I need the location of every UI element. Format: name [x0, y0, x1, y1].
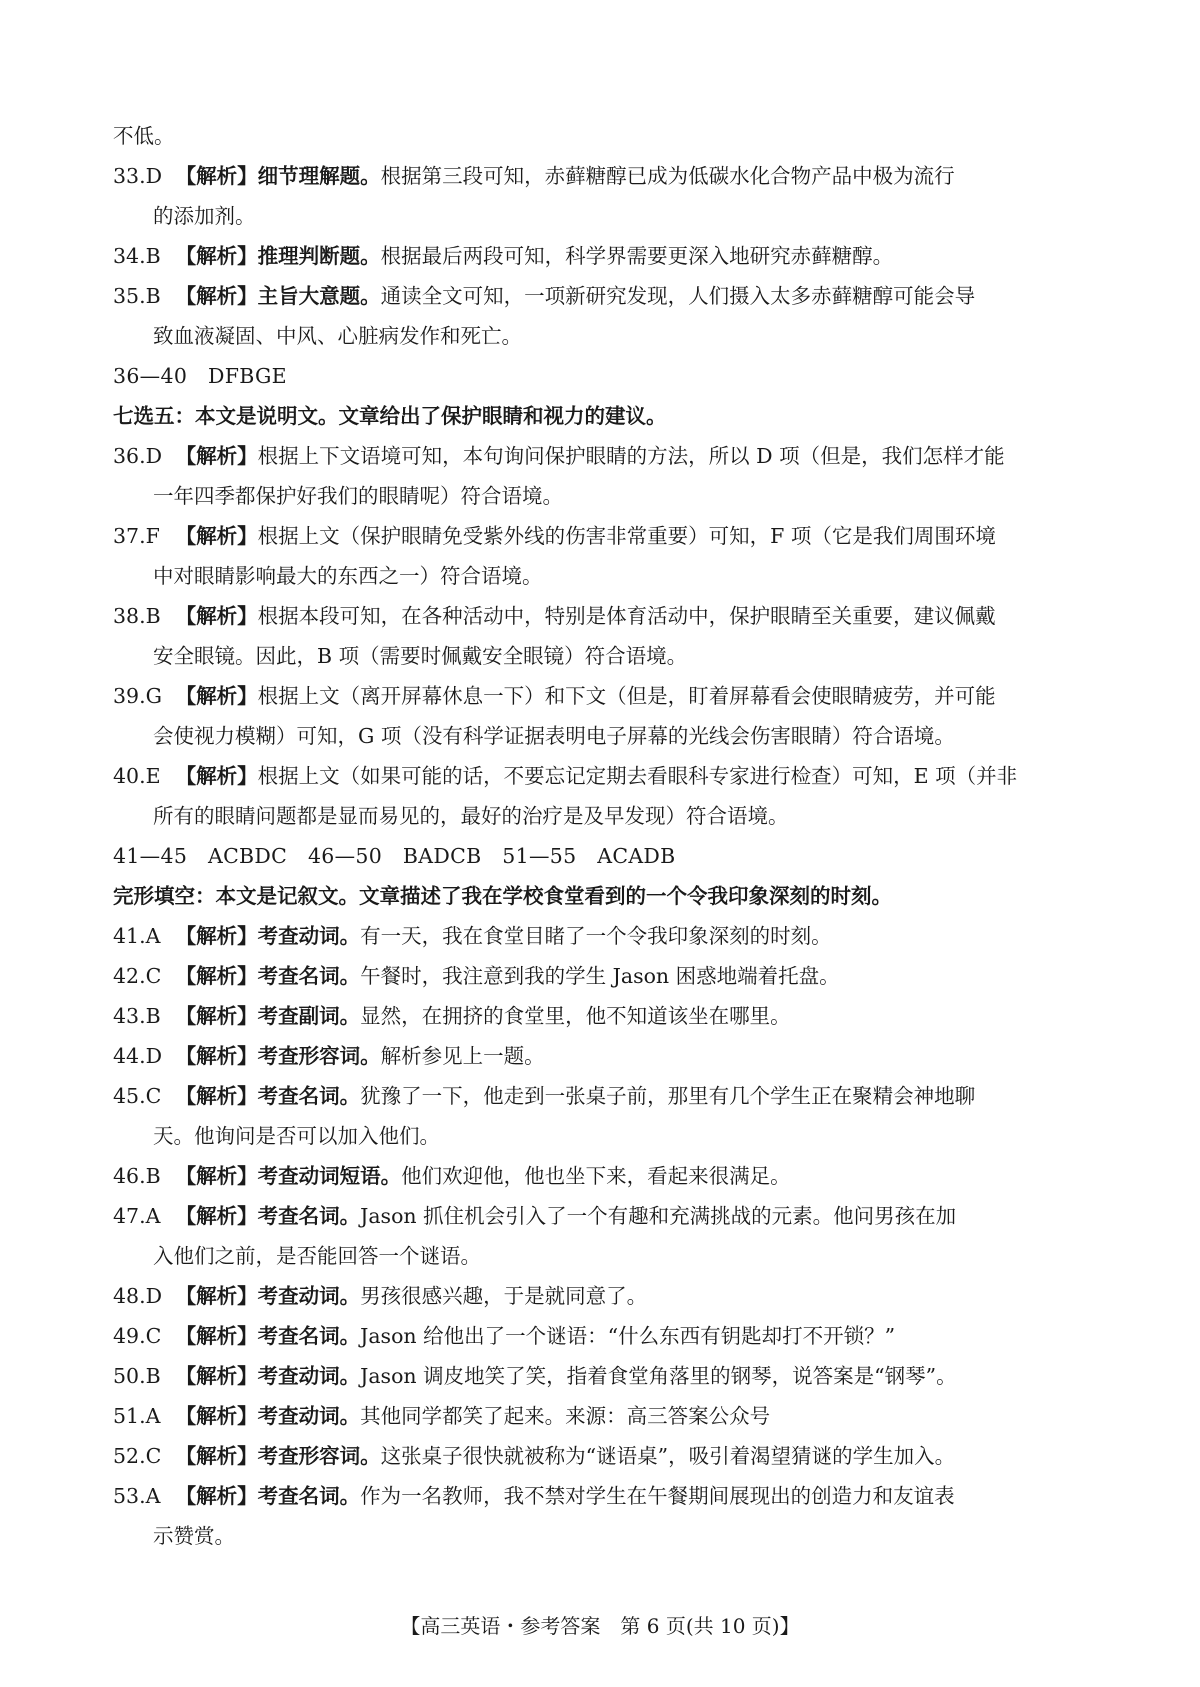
question-number: 41. [113, 924, 146, 948]
question-number: 45. [113, 1084, 146, 1108]
question-number: 44. [113, 1044, 146, 1068]
explanation-text: 有一天，我在食堂目睹了一个令我印象深刻的时刻。 [360, 924, 832, 948]
answer-row-36-40: 36—40 DFBGE [113, 364, 287, 388]
explanation-continuation: 入他们之前，是否能回答一个谜语。 [153, 1244, 481, 1268]
explanation-text: 午餐时，我注意到我的学生 Jason 困惑地端着托盘。 [360, 964, 840, 988]
answer-letter: B [145, 604, 161, 628]
explanation-item [113, 996, 1098, 1036]
explanation-tag: 【解析】 [175, 764, 258, 788]
question-number: 43. [113, 1004, 146, 1028]
explanation-item [113, 1396, 1098, 1436]
answer-letter: D [145, 444, 163, 468]
explanation-text: Jason 调皮地笑了笑，指着食堂角落里的钢琴，说答案是“钢琴”。 [360, 1364, 957, 1388]
explanation-tag: 【解析】考查动词。 [175, 1404, 361, 1428]
explanation-first-line [113, 756, 1098, 796]
explanation-item [113, 1436, 1098, 1476]
explanation-first-line [113, 916, 1098, 956]
explanation-text: 根据上下文语境可知，本句询问保护眼睛的方法，所以 D 项（但是，我们怎样才能 [257, 444, 1005, 468]
section-heading-seven-choose-five: 七选五：本文是说明文。文章给出了保护眼睛和视力的建议。 [113, 404, 667, 428]
explanation-text: 作为一名教师，我不禁对学生在午餐期间展现出的创造力和友谊表 [360, 1484, 955, 1508]
explanation-item [113, 916, 1098, 956]
section-heading-cloze: 完形填空：本文是记叙文。文章描述了我在学校食堂看到的一个令我印象深刻的时刻。 [113, 884, 892, 908]
explanation-first-line [113, 676, 1098, 716]
explanation-first-line [113, 1476, 1098, 1516]
explanation-item [113, 956, 1098, 996]
explanation-tag: 【解析】考查名词。 [175, 1084, 361, 1108]
explanation-item [113, 236, 1098, 276]
explanation-first-line [113, 1396, 1098, 1436]
explanation-item [113, 1316, 1098, 1356]
explanation-item [113, 1036, 1098, 1076]
explanation-continuation: 致血液凝固、中风、心脏病发作和死亡。 [153, 324, 522, 348]
question-number: 33. [113, 164, 146, 188]
cloze-explanations [113, 916, 1098, 1556]
explanation-tag: 【解析】主旨大意题。 [175, 284, 381, 308]
explanation-text: 犹豫了一下，他走到一张桌子前，那里有几个学生正在聚精会神地聊 [360, 1084, 976, 1108]
explanation-tag: 【解析】推理判断题。 [175, 244, 381, 268]
explanation-text: 根据上文（离开屏幕休息一下）和下文（但是，盯着屏幕看会使眼睛疲劳，并可能 [257, 684, 996, 708]
explanation-first-line [113, 436, 1098, 476]
question-number: 37. [113, 524, 146, 548]
explanation-item [113, 1276, 1098, 1316]
question-number: 40. [113, 764, 146, 788]
explanation-first-line [113, 276, 1098, 316]
question-number: 53. [113, 1484, 146, 1508]
explanation-continuation: 中对眼睛影响最大的东西之一）符合语境。 [153, 564, 543, 588]
explanation-first-line [113, 1436, 1098, 1476]
question-number: 47. [113, 1204, 146, 1228]
question-number: 49. [113, 1324, 146, 1348]
explanation-text: 根据最后两段可知，科学界需要更深入地研究赤藓糖醇。 [380, 244, 894, 268]
answer-letter: B [145, 1164, 161, 1188]
explanation-continuation: 的添加剂。 [153, 204, 256, 228]
question-number: 48. [113, 1284, 146, 1308]
explanation-tag: 【解析】考查名词。 [175, 1324, 361, 1348]
explanation-tag: 【解析】考查副词。 [175, 1004, 361, 1028]
explanation-item [113, 1156, 1098, 1196]
answer-letter: G [145, 684, 162, 708]
answer-content [113, 116, 1098, 1556]
explanation-text: 根据本段可知，在各种活动中，特别是体育活动中，保护眼睛至关重要，建议佩戴 [257, 604, 996, 628]
answer-letter: A [145, 1484, 161, 1508]
explanation-text: 根据第三段可知，赤藓糖醇已成为低碳水化合物产品中极为流行 [380, 164, 955, 188]
answer-letter: A [145, 1204, 161, 1228]
explanation-item [113, 1476, 1098, 1556]
explanation-text: 男孩很感兴趣，于是就同意了。 [360, 1284, 648, 1308]
explanation-tag: 【解析】考查形容词。 [175, 1444, 381, 1468]
explanation-continuation: 安全眼镜。因此，B 项（需要时佩戴安全眼镜）符合语境。 [153, 644, 688, 668]
explanation-text: 显然，在拥挤的食堂里，他不知道该坐在哪里。 [360, 1004, 791, 1028]
explanation-text: 他们欢迎他，他也坐下来，看起来很满足。 [401, 1164, 791, 1188]
answer-letter: B [145, 1364, 161, 1388]
question-number: 38. [113, 604, 146, 628]
answer-letter: A [145, 1404, 161, 1428]
explanation-first-line [113, 236, 1098, 276]
question-number: 51. [113, 1404, 146, 1428]
explanation-tag: 【解析】考查动词。 [175, 1284, 361, 1308]
explanation-tag: 【解析】考查名词。 [175, 1204, 361, 1228]
explanation-first-line [113, 1196, 1098, 1236]
explanation-first-line [113, 1156, 1098, 1196]
explanation-tag: 【解析】考查名词。 [175, 1484, 361, 1508]
explanation-text: 根据上文（如果可能的话，不要忘记定期去看眼科专家进行检查）可知，E 项（并非 [257, 764, 1018, 788]
answer-letter: A [145, 924, 161, 948]
question-number: 50. [113, 1364, 146, 1388]
explanation-item [113, 756, 1098, 836]
explanation-text: 根据上文（保护眼睛免受紫外线的伤害非常重要）可知，F 项（它是我们周围环境 [257, 524, 996, 548]
explanation-tag: 【解析】 [175, 444, 258, 468]
explanation-first-line [113, 1036, 1098, 1076]
explanation-item [113, 1356, 1098, 1396]
question-number: 52. [113, 1444, 146, 1468]
explanation-continuation: 一年四季都保护好我们的眼睛呢）符合语境。 [153, 484, 563, 508]
answer-letter: B [145, 244, 161, 268]
answer-letter: D [145, 1284, 163, 1308]
answer-letter: C [145, 964, 162, 988]
answer-letter: F [145, 524, 160, 548]
explanation-continuation: 所有的眼睛问题都是显而易见的，最好的治疗是及早发现）符合语境。 [153, 804, 789, 828]
explanation-text: 解析参见上一题。 [380, 1044, 545, 1068]
explanation-first-line [113, 156, 1098, 196]
explanation-tag: 【解析】 [175, 684, 258, 708]
answer-letter: B [145, 1004, 161, 1028]
explanation-first-line [113, 1316, 1098, 1356]
explanation-first-line [113, 1276, 1098, 1316]
explanation-text: 通读全文可知，一项新研究发现，人们摄入太多赤藓糖醇可能会导 [380, 284, 976, 308]
explanation-first-line [113, 596, 1098, 636]
explanation-first-line [113, 996, 1098, 1036]
explanation-item [113, 516, 1098, 596]
question-number: 39. [113, 684, 146, 708]
question-number: 36. [113, 444, 146, 468]
explanation-first-line [113, 516, 1098, 556]
explanation-text: 其他同学都笑了起来。来源：高三答案公众号 [360, 1404, 771, 1428]
explanation-tag: 【解析】细节理解题。 [175, 164, 381, 188]
explanation-item [113, 596, 1098, 676]
explanation-item [113, 676, 1098, 756]
explanation-text: Jason 给他出了一个谜语：“什么东西有钥匙却打不开锁？” [360, 1324, 896, 1348]
explanation-item [113, 276, 1098, 356]
explanation-tag: 【解析】考查动词。 [175, 1364, 361, 1388]
explanation-item [113, 1076, 1098, 1156]
answer-letter: D [145, 164, 163, 188]
explanation-tag: 【解析】考查动词短语。 [175, 1164, 402, 1188]
answer-letter: C [145, 1324, 162, 1348]
answer-letter: B [145, 284, 161, 308]
explanation-tag: 【解析】 [175, 604, 258, 628]
explanation-first-line [113, 1356, 1098, 1396]
explanation-text: Jason 抓住机会引入了一个有趣和充满挑战的元素。他问男孩在加 [360, 1204, 957, 1228]
seven-choose-five-explanations [113, 436, 1098, 836]
explanation-continuation: 天。他询问是否可以加入他们。 [153, 1124, 440, 1148]
answer-letter: D [145, 1044, 163, 1068]
explanation-first-line [113, 1076, 1098, 1116]
answer-letter: C [145, 1444, 162, 1468]
explanation-item [113, 1196, 1098, 1276]
question-number: 34. [113, 244, 146, 268]
explanation-tag: 【解析】考查名词。 [175, 964, 361, 988]
question-number: 42. [113, 964, 146, 988]
explanation-text: 这张桌子很快就被称为“谜语桌”，吸引着渴望猜谜的学生加入。 [380, 1444, 956, 1468]
question-number: 35. [113, 284, 146, 308]
explanation-tag: 【解析】考查形容词。 [175, 1044, 381, 1068]
explanation-continuation: 示赞赏。 [153, 1524, 235, 1548]
explanation-tag: 【解析】考查动词。 [175, 924, 361, 948]
explanation-item [113, 436, 1098, 516]
explanation-item [113, 156, 1098, 236]
answer-letter: C [145, 1084, 162, 1108]
explanation-tag: 【解析】 [175, 524, 258, 548]
answer-row-41-55: 41—45 ACBDC 46—50 BADCB 51—55 ACADB [113, 844, 676, 868]
explanation-continuation: 会使视力模糊）可知，G 项（没有科学证据表明电子屏幕的光线会伤害眼睛）符合语境。 [153, 724, 955, 748]
reading-explanations [113, 156, 1098, 356]
explanation-first-line [113, 956, 1098, 996]
question-number: 46. [113, 1164, 146, 1188]
page-footer: 【高三英语・参考答案 第 6 页(共 10 页)】 [400, 1614, 800, 1638]
continued-text: 不低。 [113, 124, 175, 148]
answer-letter: E [145, 764, 161, 788]
